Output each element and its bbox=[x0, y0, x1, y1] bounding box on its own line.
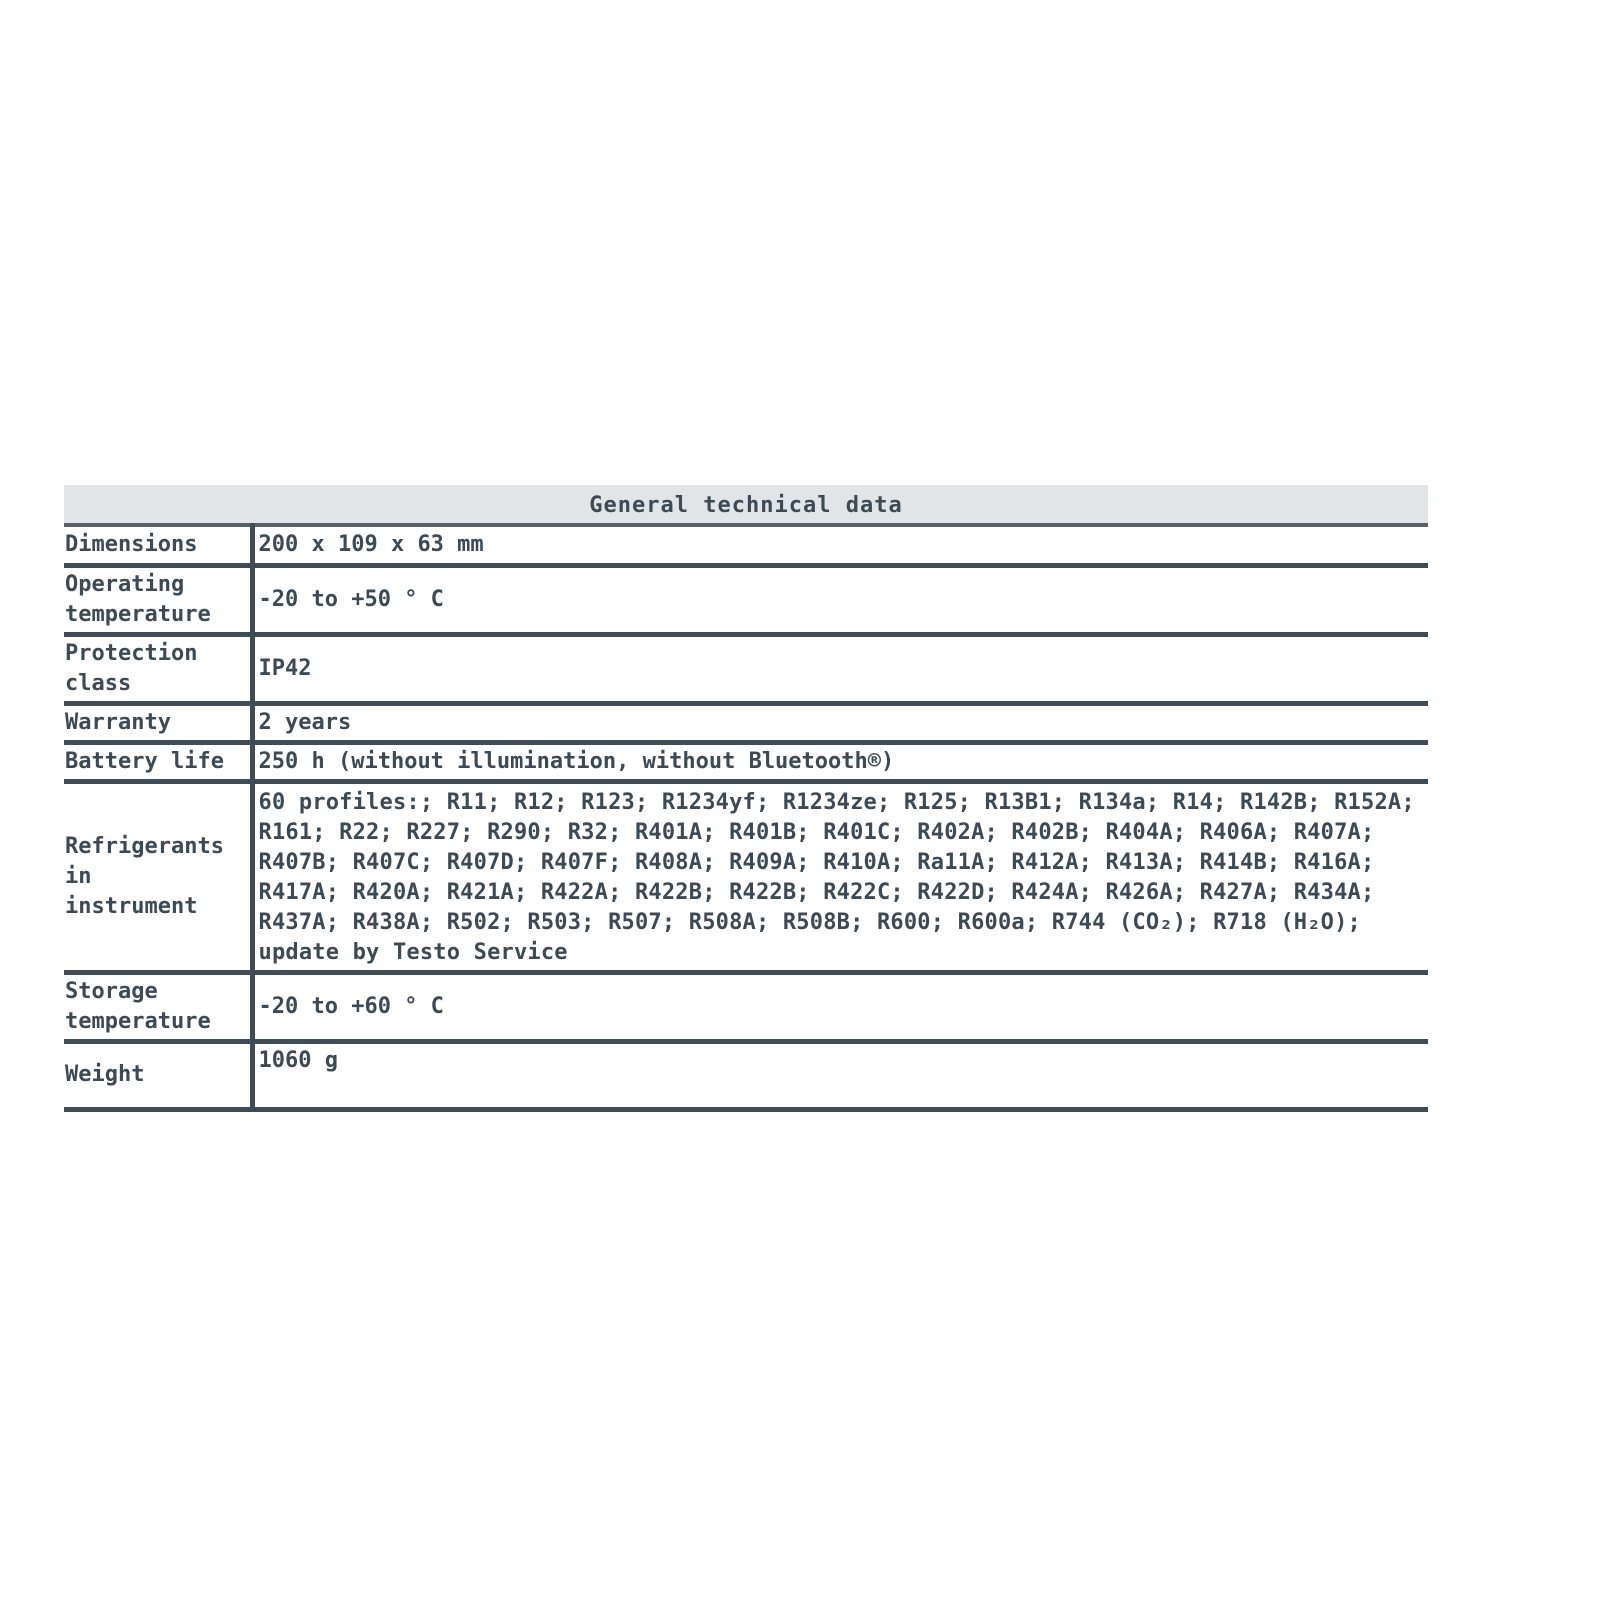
row-value: IP42 bbox=[252, 634, 1428, 703]
table-row-refrigerants bbox=[64, 781, 1428, 972]
row-label: Refrigerants in instrument bbox=[64, 781, 252, 972]
row-label: Weight bbox=[64, 1041, 252, 1109]
row-value: 60 profiles:; R11; R12; R123; R1234yf; R1234ze; R125; R13B1; R134a; R14; R142B; R152A; R161; R22; R227; R290; R32; R401A; R401B; R401C; R402A; R402B; R404A; R406A; R407A; R407B; R407C; R407D; R407F; R408A; R409A; R410A; Ra11A; R412A; R413A; R414B; R416A; R417A; R420A; R421A; R422A; R422B; R422B; R422C; R422D; R424A; R426A; R427A; R434A; R437A; R438A; R502; R503; R507; R508A; R508B; R600; R600a; R744 (CO₂); R718 (H₂O); update by Testo Service bbox=[252, 781, 1428, 972]
table-row-dimensions bbox=[64, 525, 1428, 565]
row-value: -20 to +50 ° C bbox=[252, 565, 1428, 634]
row-value: 250 h (without illumination, without Bluetooth®) bbox=[252, 742, 1428, 781]
table-row-protection-class bbox=[64, 634, 1428, 703]
table-row-battery-life bbox=[64, 742, 1428, 781]
row-value: -20 to +60 ° C bbox=[252, 972, 1428, 1041]
row-label: Dimensions bbox=[64, 525, 252, 565]
row-value: 1060 g bbox=[252, 1041, 1428, 1109]
table-header-row bbox=[64, 485, 1428, 525]
row-label: Protection class bbox=[64, 634, 252, 703]
row-label: Warranty bbox=[64, 703, 252, 742]
table-row-weight bbox=[64, 1041, 1428, 1109]
row-label: Operating temperature bbox=[64, 565, 252, 634]
technical-data-table bbox=[64, 485, 1428, 1112]
table-row-warranty bbox=[64, 703, 1428, 742]
row-label: Storage temperature bbox=[64, 972, 252, 1041]
row-label: Battery life bbox=[64, 742, 252, 781]
row-value: 2 years bbox=[252, 703, 1428, 742]
row-value: 200 x 109 x 63 mm bbox=[252, 525, 1428, 565]
table-row-operating-temperature bbox=[64, 565, 1428, 634]
table-row-storage-temperature bbox=[64, 972, 1428, 1041]
table-title: General technical data bbox=[64, 485, 1428, 525]
